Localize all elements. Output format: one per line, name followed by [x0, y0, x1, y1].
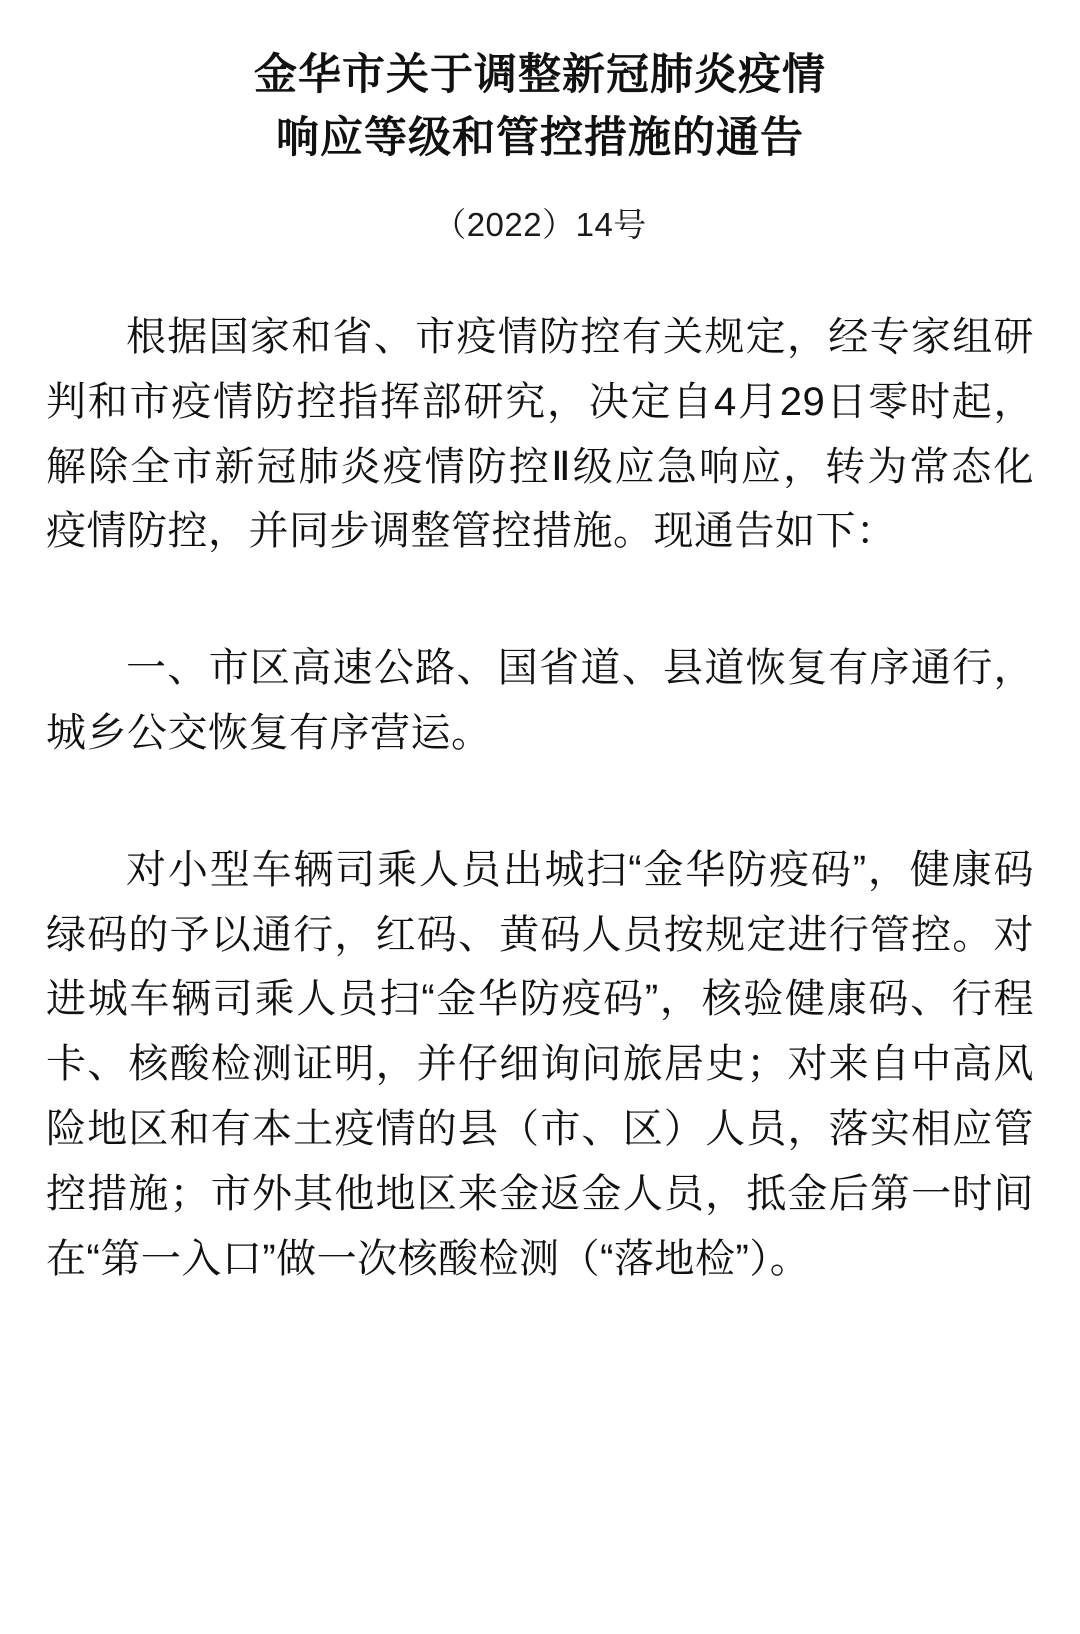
paragraph-item-1-detail: 对小型车辆司乘人员出城扫“金华防疫码”，健康码绿码的予以通行，红码、黄码人员按规定进行管控。对进城车辆司乘人员扫“金华防疫码”，核验健康码、行程卡、核酸检测证明，并仔细询问旅居史；对来自中高风险地区和有本土疫情的县（市、区）人员，落实相应管控措施；市外其他地区来金返金人员，抵金后第一时间在“第一入口”做一次核酸检测（“落地检”）。 — [46, 847, 1034, 1281]
page-title-line-2: 响应等级和管控措施的通告 — [276, 113, 804, 162]
paragraph-item-1: 一、市区高速公路、国省道、县道恢复有序通行，城乡公交恢复有序营运。 — [46, 646, 1034, 756]
paragraph-intro: 根据国家和省、市疫情防控有关规定，经专家组研判和市疫情防控指挥部研究，决定自4月29日零时起，解除全市新冠肺炎疫情防控Ⅱ级应急响应，转为常态化疫情防控，并同步调整管控措施。现通告如下： — [46, 315, 1034, 554]
document-number: （2022）14号 — [433, 205, 647, 243]
document-body — [46, 305, 1034, 1291]
section-spacer-2 — [46, 812, 1034, 838]
page-title-line-1: 金华市关于调整新冠肺炎疫情 — [254, 51, 826, 99]
page-title — [110, 44, 970, 170]
section-spacer — [46, 610, 1034, 636]
